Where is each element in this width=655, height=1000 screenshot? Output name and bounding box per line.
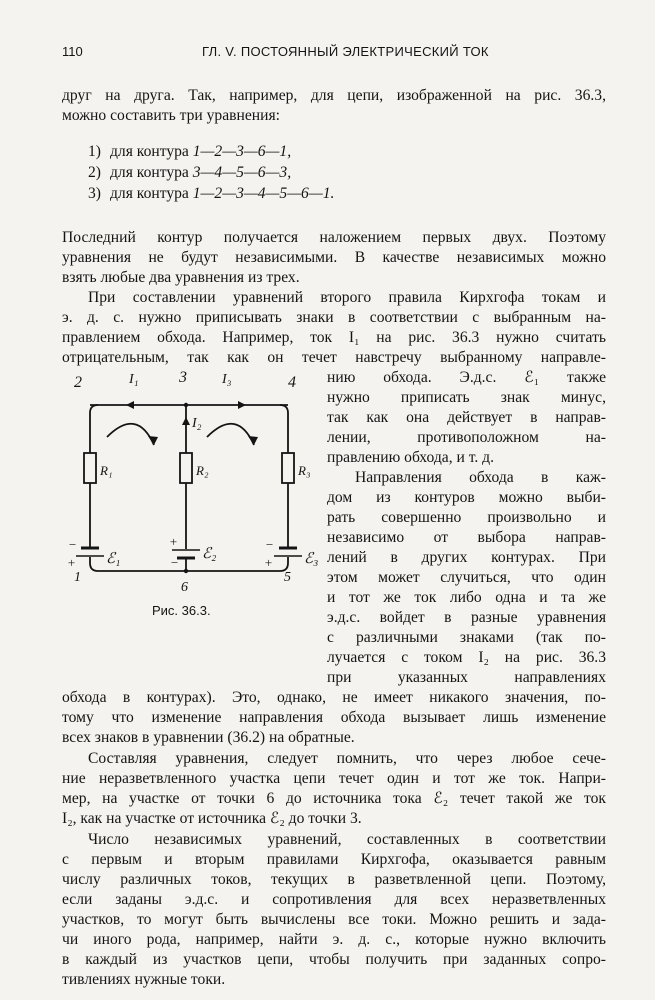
text-line: взять любые два уравнения из трех. (62, 269, 300, 286)
node-label: 4 (288, 374, 296, 391)
emf-label: ℰ₁ (106, 551, 121, 567)
equation-item: 3) для контура 1—2—3—4—5—6—1. (88, 185, 335, 202)
text-line: этом может случиться, что один (327, 569, 606, 586)
figure-caption: Рис. 36.3. (152, 603, 211, 618)
current-arrow-i3 (238, 401, 246, 409)
resistor-r2 (180, 453, 192, 483)
text-line: лучается с током I₂ на рис. 36.3 (327, 649, 606, 666)
text-line: числу различных токов, текущих в разветвленной цепи. Поэтому, (62, 871, 606, 888)
node-label: 3 (179, 369, 187, 386)
node-label: 5 (284, 570, 291, 585)
text-line: правлением обхода. Например, ток I₁ на рис. 36.3 нужно считать (62, 329, 606, 346)
contour-path: 1—2—3—6—1, (192, 143, 292, 160)
current-arrow-i1 (126, 401, 134, 409)
page-number: 110 (62, 44, 83, 59)
emf-label: ℰ₃ (304, 551, 319, 567)
wire-corner (280, 405, 288, 413)
circulation-arrow-left (107, 424, 154, 445)
battery-e3 (274, 548, 302, 556)
current-label: I₁ (129, 372, 139, 387)
equation-item: 2) для контура 3—4—5—6—3, (88, 164, 292, 181)
node-label: 6 (181, 580, 188, 595)
text-line: с различными знаками (так по- (327, 629, 606, 646)
text-line: участков, то могут быть вычислены все токи. Можно решить и зада- (62, 911, 606, 928)
resistor-label: R₂ (196, 463, 209, 478)
polarity-sign: − (265, 537, 274, 552)
text-line: лении, противоположном на- (327, 429, 606, 446)
battery-e1 (76, 548, 104, 556)
text-line: Последний контур получается наложением первых двух. Поэтому (62, 229, 606, 246)
text-line: с первым и вторым правилами Кирхгофа, оказывается равным (62, 851, 606, 868)
text-line: чи иного рода, например, найти э. д. с., которые нужно включить (62, 931, 606, 948)
circulation-arrow-right (207, 424, 254, 445)
text-line: при указанных направлениях (327, 669, 606, 686)
text-line: обхода в контурах). Это, однако, не имеет никакого значения, по- (62, 689, 606, 706)
text-line: если заданы э.д.с. и сопротивления для всех неразветвленных (62, 891, 606, 908)
text-line: При составлении уравнений второго правила Кирхгофа токам и (88, 289, 606, 306)
contour-path: 1—2—3—4—5—6—1. (192, 185, 335, 202)
resistor-r3 (282, 453, 294, 483)
resistor-label: R₁ (100, 463, 113, 478)
text-line: ние неразветвленного участка цепи течет один и тот же ток. Напри- (62, 770, 606, 787)
text-line: э. д. с. нужно приписывать знаки в соответствии с выбранным на- (62, 309, 606, 326)
current-label: I₂ (192, 416, 202, 431)
text-line: I₂, как на участке от источника ℰ₂ до точки 3. (62, 810, 362, 827)
text-line: рать совершенно произвольно и (327, 509, 606, 526)
emf-label: ℰ₂ (202, 546, 217, 562)
running-header (62, 44, 593, 64)
text-line: нужно приписать знак минус, (327, 389, 606, 406)
text-line: Направления обхода в каж- (355, 469, 606, 486)
running-title: ГЛ. V. ПОСТОЯННЫЙ ЭЛЕКТРИЧЕСКИЙ ТОК (202, 44, 489, 59)
text-line: Составляя уравнения, следует помнить, что через любое сече- (88, 750, 606, 767)
current-label: I₃ (222, 372, 232, 387)
resistor-label: R₃ (298, 463, 311, 478)
polarity-sign: + (169, 534, 178, 549)
equation-item: 1) для контура 1—2—3—6—1, (88, 143, 292, 160)
text-line: мер, на участке от точки 6 до источника тока ℰ₂ течет такой же ток (62, 790, 606, 807)
node-label: 2 (74, 374, 82, 391)
wire-corner (90, 405, 98, 413)
polarity-sign: − (68, 537, 77, 552)
text-line: в каждый из участков цепи, чтобы получить при заданных сопро- (62, 951, 606, 968)
text-line: правлению обхода, и т. д. (327, 449, 495, 466)
text-line: э.д.с. войдет в разные уравнения (327, 609, 606, 626)
text-line: Число независимых уравнений, составленных в соответствии (88, 831, 606, 848)
current-arrow-i2 (182, 417, 190, 425)
junction-dot (184, 403, 188, 407)
text-line: так как она действует в направ- (327, 409, 606, 426)
circuit-diagram (62, 355, 327, 595)
text-line: тивлениях нужные токи. (62, 971, 226, 988)
text-line: и тот же ток либо одна и та же (327, 589, 606, 606)
junction-dot (184, 569, 188, 573)
resistor-r1 (84, 453, 96, 483)
text-line: нию обхода. Э.д.с. ℰ₁ также (327, 369, 606, 386)
text-line: тому что изменение направления обхода вызывает лишь изменение (62, 709, 606, 726)
polarity-sign: + (67, 555, 76, 570)
text-line: можно составить три уравнения: (62, 107, 280, 124)
text-line: друг на друга. Так, например, для цепи, изображенной на рис. 36.3, (62, 87, 606, 104)
node-label: 1 (74, 570, 81, 585)
text-line: уравнения не будут независимыми. В качестве независимых можно (62, 249, 606, 266)
text-line: независимо от выбора направ- (327, 529, 606, 546)
text-line: лений в других контурах. При (327, 549, 606, 566)
text-line: всех знаков в уравнении (36.2) на обратные. (62, 729, 355, 746)
text-line: дом из контуров можно выби- (327, 489, 606, 506)
text-line: отрицательным, так как он течет навстречу выбранному направле- (62, 349, 606, 366)
polarity-sign: + (264, 555, 273, 570)
polarity-sign: − (170, 555, 179, 570)
contour-path: 3—4—5—6—3, (192, 164, 292, 181)
